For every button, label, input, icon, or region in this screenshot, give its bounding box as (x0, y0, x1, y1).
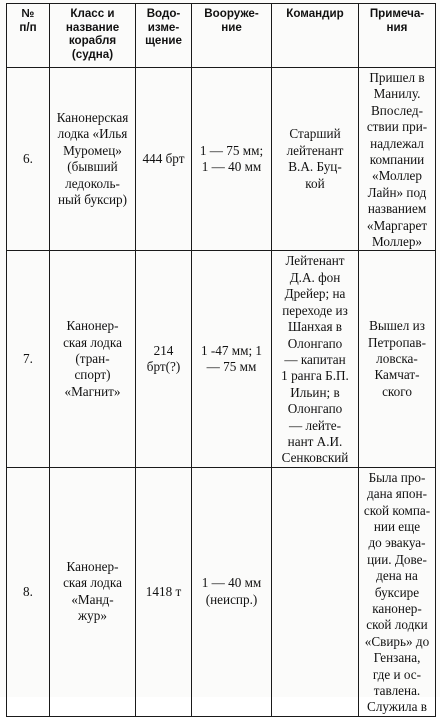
row-displacement: 1418 т (136, 467, 192, 716)
table-row (7, 68, 436, 251)
row-commander: Лейтенант Д.А. фон Дрейер; на переходе из Шанхая в Олонгапо — капитан 1 ранга Б.П. Ильин; в Олонгапо — лейте- нант А.И. Сенковский (272, 251, 359, 467)
row-notes: Пришел в Манилу. Впослед- ствии при- надлежал компании «Моллер Лайн» под названием «Маргарет Моллер» (359, 68, 436, 251)
header-commander: Командир (272, 4, 359, 68)
row-number: 6. (7, 68, 50, 251)
row-commander (272, 467, 359, 716)
header-class-name: Класс и название корабля (судна) (50, 4, 136, 68)
row-number: 7. (7, 251, 50, 467)
row-class-name: Канонер- ская лодка «Манд- жур» (50, 467, 136, 716)
table-row (7, 251, 436, 467)
header-armament: Вооруже- ние (192, 4, 272, 68)
row-class-name: Канонерская лодка «Илья Муромец» (бывший ледоколь- ный буксир) (50, 68, 136, 251)
header-displacement: Водо- изме- щение (136, 4, 192, 68)
header-notes: Примеча- ния (359, 4, 436, 68)
ships-table (6, 3, 436, 717)
row-notes: Была про- дана япон- ской компа- нии еще до эвакуа- ции. Дове- дена на буксире канонер- ской лодки «Свирь» до Гензана, где и ос- тавлена. Служила в (359, 467, 436, 716)
header-number: № п/п (7, 4, 50, 68)
row-commander: Старший лейтенант В.А. Буц- кой (272, 68, 359, 251)
row-armament: 1 -47 мм; 1 — 75 мм (192, 251, 272, 467)
table-row (7, 467, 436, 716)
row-displacement: 214 брт(?) (136, 251, 192, 467)
row-armament: 1 — 40 мм (неиспр.) (192, 467, 272, 716)
row-displacement: 444 брт (136, 68, 192, 251)
row-class-name: Канонер- ская лодка (тран- спорт) «Магнит» (50, 251, 136, 467)
row-number: 8. (7, 467, 50, 716)
table-header-row (7, 4, 436, 68)
row-notes: Вышел из Петропав- ловска- Камчат- ского (359, 251, 436, 467)
row-armament: 1 — 75 мм; 1 — 40 мм (192, 68, 272, 251)
